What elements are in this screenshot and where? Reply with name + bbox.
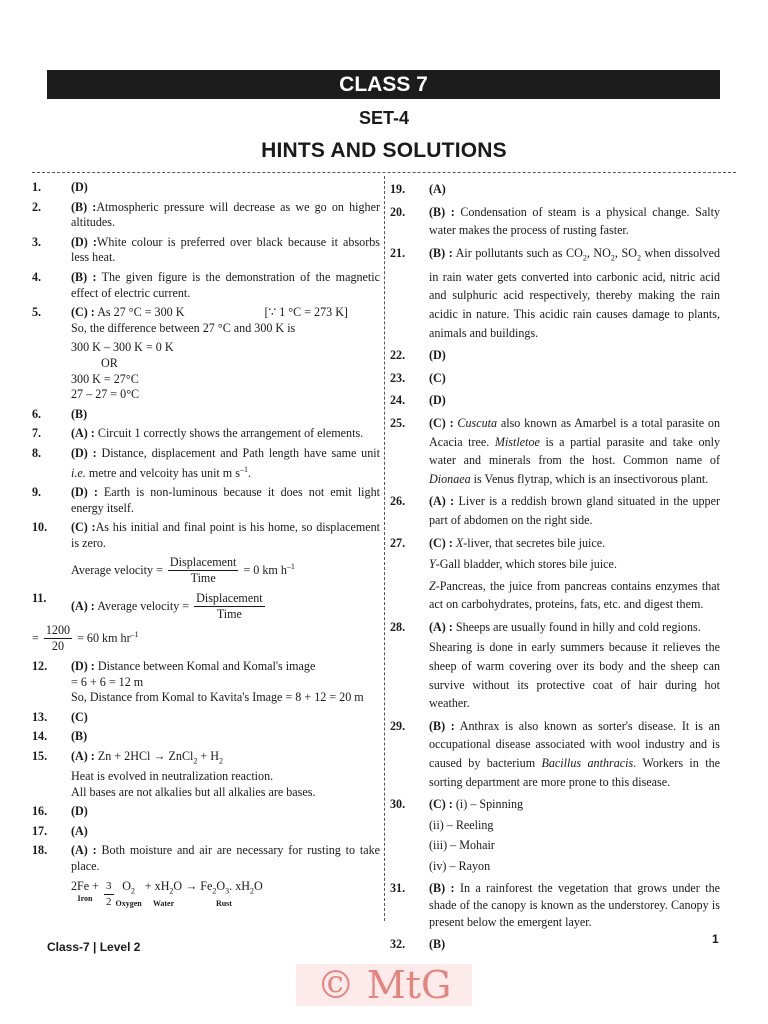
average-velocity-formula: Average velocity = $\frac{\text{Displacement}}{\text{Time}}$ = 0 km $h^{-1}$ bbox=[71, 554, 295, 586]
answer-14: 14. (B) bbox=[32, 729, 88, 744]
answer-28: 28. (A) : Sheeps are usually found in hilly and cold regions. Shearing is done in early summers because it relieves the sheep of warm covering over its body and the sheep can survive without its protective coat of hair during hot weather. bbox=[390, 619, 720, 711]
mtg-watermark-logo: © MtG bbox=[296, 964, 472, 1006]
answer-6: 6. (B) bbox=[32, 406, 88, 421]
answer-12: 12. (D) : Distance between Komal and Komal's image = 6 + 6 = 12 m So, Distance from Komal to Kavita's Image = 8 + 12 = 20 m bbox=[32, 659, 364, 705]
answer-23: 23. (C) bbox=[390, 370, 446, 385]
answer-2: 2. (B) :Atmospheric pressure will decrease as we go on higher altitudes. bbox=[32, 199, 381, 230]
answer-7: 7. (A) : Circuit 1 correctly shows the arrangement of elements. bbox=[32, 426, 364, 441]
answer-25: 25. (C) : Cuscuta also known as Amarbel is a total parasite on Acacia tree. Mistletoe is a partial parasite and take only water and minerals from the host. Common name of Dionaea is Venus flytrap, which is an insectivorous plant. bbox=[390, 415, 720, 486]
answer-4: 4. (B) : The given figure is the demonstration of the magnetic effect of electric current. bbox=[32, 269, 380, 300]
footer-class-level: Class-7 | Level 2 bbox=[47, 940, 141, 954]
answer-5: 5. (C) : As 27 °C = 300 K [∵ 1 °C = 273 K] So, the difference between 27 °C and 300 K is 300 K – 300 K = 0 K OR 300 K = 27°C 27 – 27 = 0°C bbox=[32, 305, 348, 402]
left-column bbox=[32, 180, 380, 915]
answer-3: 3. (D) :White colour is preferred over black because it absorbs less heat. bbox=[32, 234, 381, 265]
right-column bbox=[390, 180, 720, 957]
answer-9: 9. (D) : Earth is non-luminous because it does not emit light energy itself. bbox=[32, 485, 380, 515]
answer-26: 26. (A) : Liver is a reddish brown gland situated in the upper part of abdomen on the right side. bbox=[390, 494, 720, 527]
answer-17: 17. (A) bbox=[32, 823, 88, 838]
answer-13: 13. (C) bbox=[32, 709, 88, 724]
answer-18: 18. (A) : Both moisture and air are necessary for rusting to take place. 2Fe + Iron $\frac{3}{2}$ $O_2$ Oxygen + $xH_2O$ Water → $Fe_2O_3$. $xH_2O$ Rust bbox=[32, 843, 380, 910]
answer-15: 15. (A) : Zn + 2HCl → ZnCl$_2$ + $H_2$ Heat is evolved in neutralization reaction. All bases are not alkalies but all alkalies are bases. bbox=[32, 749, 316, 799]
answer-27: 27. (C) : X-liver, that secretes bile juice. Y-Gall bladder, which stores bile juice. Z-Pancreas, the juice from pancreas contains enzymes that act on carbohydrates, proteins, fats, etc. and digest them. bbox=[390, 535, 720, 612]
class-banner: CLASS 7 bbox=[47, 70, 720, 99]
answer-20: 20. (B) : Condensation of steam is a physical change. Salty water makes the process of rusting faster. bbox=[390, 204, 720, 238]
answer-1: 1. (D) bbox=[32, 180, 88, 194]
answer-21: 21. (B) : Air pollutants such as $CO_2$, $NO_2$, $SO_2$ when dissolved in rain water gets converted into carbonic acid, nitric acid and sulphuric acid respectively, thereby making the rain acidic in nature. This acidic rain causes damage to plants, animals and buildings. bbox=[390, 245, 721, 340]
answer-29: 29. (B) : Anthrax is also known as sorter's disease. It is an occupational disease associated with wool industry and is caused by bacterium Bacillus anthracis. Workers in the sorting department are more prone to this disease. bbox=[390, 718, 721, 789]
column-divider bbox=[384, 176, 385, 921]
answer-19: 19. (A) bbox=[390, 182, 446, 196]
set-title: SET-4 bbox=[358, 108, 410, 128]
header-divider bbox=[32, 172, 736, 173]
page-number: 1 bbox=[712, 932, 719, 946]
answer-24: 24. (D) bbox=[390, 393, 446, 408]
answer-10: 10. (C) :As his initial and final point is his home, so displacement is zero. Average velocity = $\frac{\text{Displacement}}{\text{Time}}$ = 0 km $h^{-1}$ bbox=[32, 520, 380, 586]
answer-30: 30. (C) : (i) – Spinning (ii) – Reeling (iii) – Mohair (iv) – Rayon bbox=[390, 797, 524, 873]
answer-22: 22. (D) bbox=[390, 348, 446, 363]
hints-title: HINTS AND SOLUTIONS bbox=[261, 139, 507, 162]
answer-31: 31. (B) : In a rainforest the vegetation that grows under the shade of the canopy is known as the understorey. Canopy is present below the emergent layer. bbox=[390, 880, 720, 929]
answer-16: 16. (D) bbox=[32, 804, 88, 819]
answer-11: 11. (A) : Average velocity = $\frac{\text{Displacement}}{\text{Time}}$ = $\frac{1200}{20}$ = 60 km $hr^{-1}$ bbox=[32, 590, 263, 654]
answer-32: 32. (B) bbox=[390, 936, 446, 951]
answer-8: 8. (D) : Distance, displacement and Path length have same unit i.e. metre and velcoity has unit m $s^{-1}$. bbox=[32, 445, 380, 480]
rusting-equation: 2Fe + Iron $\frac{3}{2}$ $O_2$ Oxygen + $xH_2O$ Water → $Fe_2O_3$. $xH_2O$ Rust bbox=[71, 878, 263, 909]
